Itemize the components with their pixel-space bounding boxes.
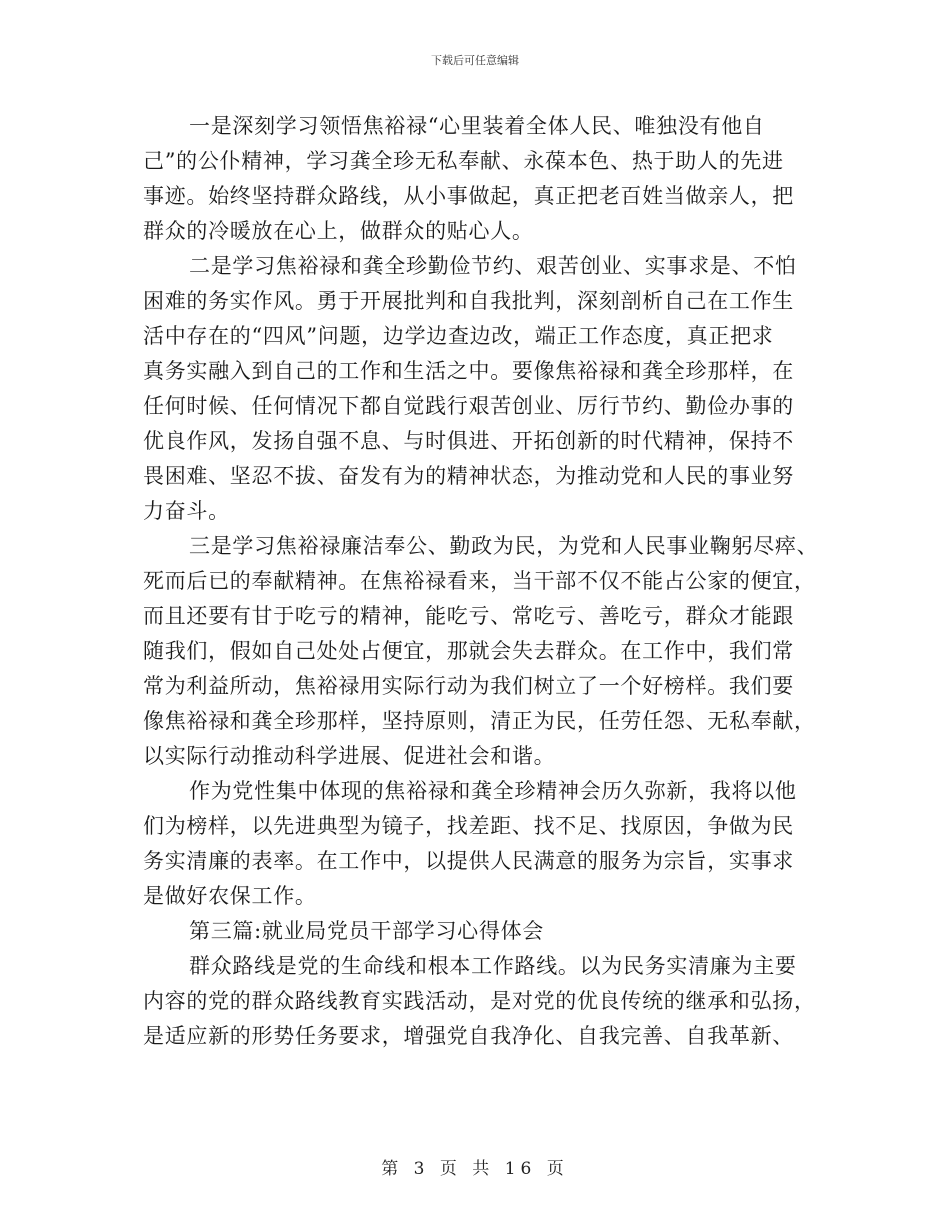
paragraph-line: 群众的冷暖放在心上，做群众的贴心人。 <box>143 219 534 243</box>
paragraph-line: 真务实融入到自己的工作和生活之中。要像焦裕禄和龚全珍那样，在 <box>143 359 794 383</box>
paragraph-line: 事迹。始终坚持群众路线，从小事做起，真正把老百姓当做亲人，把 <box>143 184 794 208</box>
paragraph-line: 是适应新的形势任务要求，增强党自我净化、自我完善、自我革新、 <box>143 1024 794 1048</box>
paragraph <box>143 949 816 1054</box>
document-body <box>143 109 819 1054</box>
paragraph-first-line: 群众路线是党的生命线和根本工作路线。以为民务实清廉为主要 <box>189 954 797 978</box>
paragraph-line: 内容的党的群众路线教育实践活动，是对党的优良传统的继承和弘扬， <box>143 989 816 1013</box>
page-footer: 第 3 页 共 16 页 <box>381 1159 569 1179</box>
paragraph-line: 随我们，假如自己处处占便宜，那就会失去群众。在工作中，我们常 <box>143 639 794 663</box>
page-header: 下载后可任意编辑 <box>431 54 519 67</box>
paragraph-line: 是做好农保工作。 <box>143 884 317 908</box>
paragraph-line: 们为榜样，以先进典型为镜子，找差距、找不足、找原因，争做为民 <box>143 814 794 838</box>
paragraph-first-line: 第三篇:就业局党员干部学习心得体会 <box>189 919 544 943</box>
paragraph-line: 己”的公仆精神，学习龚全珍无私奉献、永葆本色、热于助人的先进 <box>143 149 784 173</box>
paragraph-line: 而且还要有甘于吃亏的精神，能吃亏、常吃亏、善吃亏，群众才能跟 <box>143 604 794 628</box>
paragraph-first-line: 作为党性集中体现的焦裕禄和龚全珍精神会历久弥新，我将以他 <box>189 779 797 803</box>
paragraph-line: 死而后已的奉献精神。在焦裕禄看来，当干部不仅不能占公家的便宜， <box>143 569 816 593</box>
paragraph-first-line: 二是学习焦裕禄和龚全珍勤俭节约、艰苦创业、实事求是、不怕 <box>189 254 797 278</box>
paragraph-line: 以实际行动推动科学进展、促进社会和谐。 <box>143 744 556 768</box>
paragraph-first-line: 一是深刻学习领悟焦裕禄“心里装着全体人民、唯独没有他自 <box>189 114 765 138</box>
paragraph-line: 活中存在的“四风”问题，边学边查边改，端正工作态度，真正把求 <box>143 324 774 348</box>
paragraph <box>143 914 809 949</box>
paragraph-line: 任何时候、任何情况下都自觉践行艰苦创业、厉行节约、勤俭办事的 <box>143 394 794 418</box>
paragraph-line: 畏困难、坚忍不拔、奋发有为的精神状态，为推动党和人民的事业努 <box>143 464 794 488</box>
paragraph-line: 务实清廉的表率。在工作中，以提供人民满意的服务为宗旨，实事求 <box>143 849 794 873</box>
paragraph <box>143 109 809 249</box>
paragraph <box>143 529 819 774</box>
paragraph-line: 常为利益所动，焦裕禄用实际行动为我们树立了一个好榜样。我们要 <box>143 674 794 698</box>
paragraph-line: 优良作风，发扬自强不息、与时俱进、开拓创新的时代精神，保持不 <box>143 429 794 453</box>
paragraph <box>143 774 809 914</box>
paragraph <box>143 249 809 529</box>
paragraph-line: 困难的务实作风。勇于开展批判和自我批判，深刻剖析自己在工作生 <box>143 289 794 313</box>
paragraph-line: 力奋斗。 <box>143 499 230 523</box>
paragraph-first-line: 三是学习焦裕禄廉洁奉公、勤政为民，为党和人民事业鞠躬尽瘁、 <box>189 534 819 558</box>
paragraph-line: 像焦裕禄和龚全珍那样，坚持原则，清正为民，任劳任怨、无私奉献， <box>143 709 816 733</box>
